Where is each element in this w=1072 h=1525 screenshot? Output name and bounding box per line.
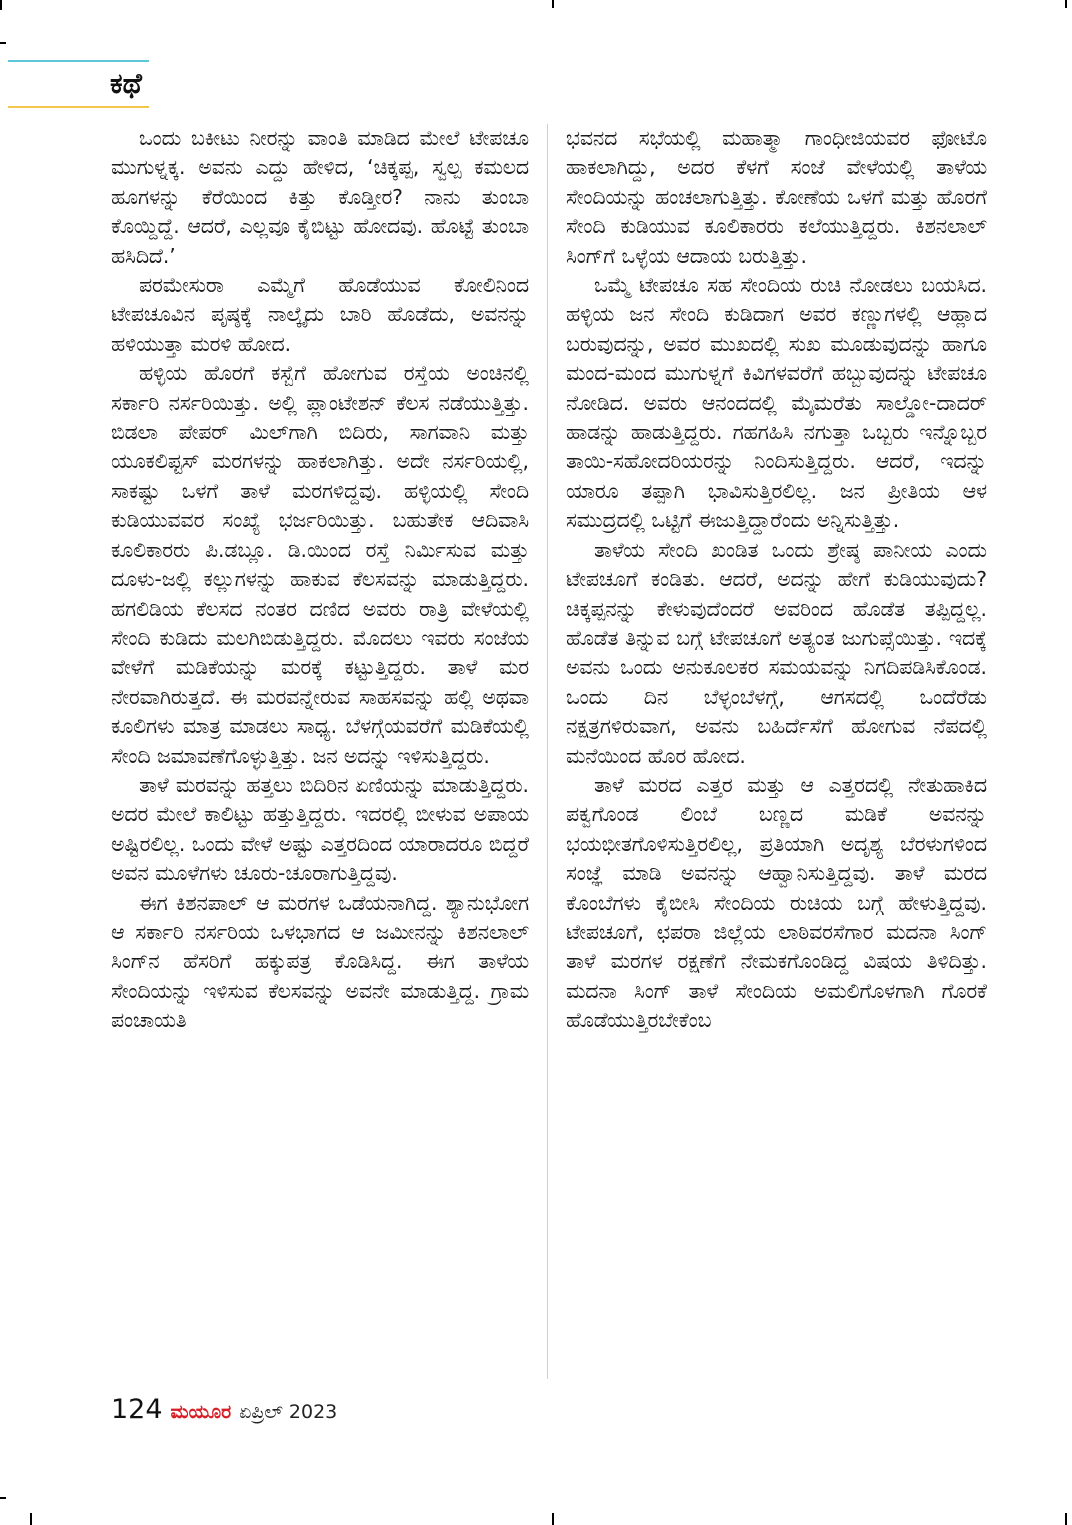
crop-mark xyxy=(0,1497,6,1499)
magazine-logo: ಮಯೂರ xyxy=(170,1401,232,1423)
paragraph-continued: ಭವನದ ಸಭೆಯಲ್ಲಿ ಮಹಾತ್ಮಾ ಗಾಂಧೀಜಿಯವರ ಫೋಟೊ ಹಾಕಲಾಗಿದ್ದು, ಅದರ ಕೆಳಗೆ ಸಂಜೆ ವೇಳೆಯಲ್ಲಿ ತಾಳೆಯ ಸೇಂದಿಯನ್ನು ಹಂಚಲಾಗುತ್ತಿತ್ತು. ಕೋಣೆಯ ಒಳಗೆ ಮತ್ತು ಹೊರಗೆ ಸೇಂದಿ ಕುಡಿಯುವ ಕೂಲಿಕಾರರು ಕಲೆಯುತ್ತಿದ್ದರು. ಕಿಶನಲಾಲ್ ಸಿಂಗ್‌ಗೆ ಒಳ್ಳೆಯ ಆದಾಯ ಬರುತ್ತಿತ್ತು. xyxy=(566,126,987,268)
paragraph: ಒಂದು ಬಕೀಟು ನೀರನ್ನು ವಾಂತಿ ಮಾಡಿದ ಮೇಲೆ ಟೇಪಚೂ ಮುಗುಳ್ನಕ್ಕ. ಅವನು ಎದ್ದು ಹೇಳಿದ, ‘ಚಿಕ್ಕಪ್ಪ, ಸ್ವಲ್ಪ ಕಮಲದ ಹೂಗಳನ್ನು ಕೆರೆಯಿಂದ ಕಿತ್ತು ಕೊಡ್ತೀರ? ನಾನು ತುಂಬಾ ಕೊಯ್ದಿದ್ದೆ. ಆದರೆ, ಎಲ್ಲವೂ ಕೈಬಿಟ್ಟು ಹೋದವು. ಹೊಟ್ಟೆ ತುಂಬಾ ಹಸಿದಿದೆ.’ xyxy=(111,126,529,268)
article-column-right xyxy=(566,124,987,1036)
paragraph: ಒಮ್ಮೆ ಟೇಪಚೂ ಸಹ ಸೇಂದಿಯ ರುಚಿ ನೋಡಲು ಬಯಸಿದ. ಹಳ್ಳಿಯ ಜನ ಸೇಂದಿ ಕುಡಿದಾಗ ಅವರ ಕಣ್ಣುಗಳಲ್ಲಿ ಆಹ್ಲಾದ ಬರುವುದನ್ನು, ಅವರ ಮುಖದಲ್ಲಿ ಸುಖ ಮೂಡುವುದನ್ನು ಹಾಗೂ ಮಂದ-ಮಂದ ಮುಗುಳ್ನಗೆ ಕಿವಿಗಳವರೆಗೆ ಹಬ್ಬುವುದನ್ನು ಟೇಪಚೂ ನೋಡಿದ. ಅವರು ಆನಂದದಲ್ಲಿ ಮೈಮರೆತು ಸಾಲ್ಡೋ-ದಾದರ್ ಹಾಡನ್ನು ಹಾಡುತ್ತಿದ್ದರು. ಗಹಗಹಿಸಿ ನಗುತ್ತಾ ಒಬ್ಬರು ಇನ್ನೊಬ್ಬರ ತಾಯಿ-ಸಹೋದರಿಯರನ್ನು ನಿಂದಿಸುತ್ತಿದ್ದರು. ಆದರೆ, ಇದನ್ನು ಯಾರೂ ತಪ್ಪಾಗಿ ಭಾವಿಸುತ್ತಿರಲಿಲ್ಲ. ಜನ ಪ್ರೀತಿಯ ಆಳ ಸಮುದ್ರದಲ್ಲಿ ಒಟ್ಟಿಗೆ ಈಜುತ್ತಿದ್ದಾರೆಂದು ಅನ್ನಿಸುತ್ತಿತ್ತು. xyxy=(566,273,987,533)
paragraph: ಹಳ್ಳಿಯ ಹೊರಗೆ ಕಸ್ಬೆಗೆ ಹೋಗುವ ರಸ್ತೆಯ ಅಂಚಿನಲ್ಲಿ ಸರ್ಕಾರಿ ನರ್ಸರಿಯಿತ್ತು. ಅಲ್ಲಿ ಪ್ಲಾಂಟೇಶನ್ ಕೆಲಸ ನಡೆಯುತ್ತಿತ್ತು. ಬಿಡಲಾ ಪೇಪರ್ ಮಿಲ್‌ಗಾಗಿ ಬಿದಿರು, ಸಾಗವಾನಿ ಮತ್ತು ಯೂಕಲಿಪ್ಟಸ್ ಮರಗಳನ್ನು ಹಾಕಲಾಗಿತ್ತು. ಅದೇ ನರ್ಸರಿಯಲ್ಲಿ, ಸಾಕಷ್ಟು ಒಳಗೆ ತಾಳೆ ಮರಗಳಿದ್ದವು. ಹಳ್ಳಿಯಲ್ಲಿ ಸೇಂದಿ ಕುಡಿಯುವವರ ಸಂಖ್ಯೆ ಭರ್ಜರಿಯಿತ್ತು. ಬಹುತೇಕ ಆದಿವಾಸಿ ಕೂಲಿಕಾರರು ಪಿ.ಡಬ್ಲೂ. ಡಿ.ಯಿಂದ ರಸ್ತೆ ನಿರ್ಮಿಸುವ ಮತ್ತು ದೂಳು-ಜಲ್ಲಿ ಕಲ್ಲುಗಳನ್ನು ಹಾಕುವ ಕೆಲಸವನ್ನು ಮಾಡುತ್ತಿದ್ದರು. ಹಗಲಿಡಿಯ ಕೆಲಸದ ನಂತರ ದಣಿದ ಅವರು ರಾತ್ರಿ ವೇಳೆಯಲ್ಲಿ ಸೇಂದಿ ಕುಡಿದು ಮಲಗಿಬಿಡುತ್ತಿದ್ದರು. ಮೊದಲು ಇವರು ಸಂಜೆಯ ವೇಳೆಗೆ ಮಡಿಕೆಯನ್ನು ಮರಕ್ಕೆ ಕಟ್ಟುತ್ತಿದ್ದರು. ತಾಳೆ ಮರ ನೇರವಾಗಿರುತ್ತದೆ. ಈ ಮರವನ್ನೇರುವ ಸಾಹಸವನ್ನು ಹಲ್ಲಿ ಅಥವಾ ಕೂಲಿಗಳು ಮಾತ್ರ ಮಾಡಲು ಸಾಧ್ಯ. ಬೆಳಗ್ಗೆಯವರೆಗೆ ಮಡಿಕೆಯಲ್ಲಿ ಸೇಂದಿ ಜಮಾವಣೆಗೊಳ್ಳುತ್ತಿತ್ತು. ಜನ ಅದನ್ನು ಇಳಿಸುತ್ತಿದ್ದರು. xyxy=(111,361,529,768)
section-accent-rule-bottom xyxy=(8,106,149,108)
section-title: ಕಥೆ xyxy=(110,67,142,100)
paragraph: ತಾಳೆ ಮರದ ಎತ್ತರ ಮತ್ತು ಆ ಎತ್ತರದಲ್ಲಿ ನೇತುಹಾಕಿದ ಪಕ್ವಗೊಂಡ ಲಿಂಬೆ ಬಣ್ಣದ ಮಡಿಕೆ ಅವನನ್ನು ಭಯಭೀತಗೊಳಿಸುತ್ತಿರಲಿಲ್ಲ, ಪ್ರತಿಯಾಗಿ ಅದೃಶ್ಯ ಬೆರಳುಗಳಿಂದ ಸಂಜ್ಞೆ ಮಾಡಿ ಅವನನ್ನು ಆಹ್ವಾನಿಸುತ್ತಿದ್ದವು. ತಾಳೆ ಮರದ ಕೊಂಬೆಗಳು ಕೈಬೀಸಿ ಸೇಂದಿಯ ರುಚಿಯ ಬಗ್ಗೆ ಹೇಳುತ್ತಿದ್ದವು. ಟೇಪಚೂಗೆ, ಛಪರಾ ಜಿಲ್ಲೆಯ ಲಾಠಿವರಸೆಗಾರ ಮದನಾ ಸಿಂಗ್ ತಾಳೆ ಮರಗಳ ರಕ್ಷಣೆಗೆ ನೇಮಕಗೊಂಡಿದ್ದ ವಿಷಯ ತಿಳಿದಿತ್ತು. ಮದನಾ ಸಿಂಗ್ ತಾಳೆ ಸೇಂದಿಯ ಅಮಲಿಗೊಳಗಾಗಿ ಗೊರಕೆ ಹೊಡೆಯುತ್ತಿರಬೇಕೆಂಬ xyxy=(566,772,987,1033)
section-accent-rule-top xyxy=(8,60,149,62)
paragraph: ಪರಮೇಸುರಾ ಎಮ್ಮೆಗೆ ಹೊಡೆಯುವ ಕೋಲಿನಿಂದ ಟೇಪಚೂವಿನ ಪೃಷ್ಠಕ್ಕೆ ನಾಲ್ಕೈದು ಬಾರಿ ಹೊಡೆದು, ಅವನನ್ನು ಹಳಿಯುತ್ತಾ ಮರಳಿ ಹೋದ. xyxy=(111,273,529,356)
crop-mark xyxy=(0,42,6,44)
crop-mark xyxy=(30,1513,32,1525)
column-divider xyxy=(547,124,548,1379)
crop-mark xyxy=(0,0,2,10)
crop-mark xyxy=(552,1513,554,1525)
crop-mark xyxy=(1065,1513,1067,1525)
page-footer xyxy=(111,1394,337,1430)
issue-date: ಏಪ್ರಿಲ್ 2023 xyxy=(239,1401,338,1423)
paragraph: ತಾಳೆಯ ಸೇಂದಿ ಖಂಡಿತ ಒಂದು ಶ್ರೇಷ್ಠ ಪಾನೀಯ ಎಂದು ಟೇಪಚೂಗೆ ಕಂಡಿತು. ಆದರೆ, ಅದನ್ನು ಹೇಗೆ ಕುಡಿಯುವುದು? ಚಿಕ್ಕಪ್ಪನನ್ನು ಕೇಳುವುದೆಂದರೆ ಅವರಿಂದ ಹೊಡೆತ ತಪ್ಪಿದ್ದಲ್ಲ. ಹೊಡೆತ ತಿನ್ನುವ ಬಗ್ಗೆ ಟೇಪಚೂಗೆ ಅತ್ಯಂತ ಜುಗುಪ್ಸೆಯಿತ್ತು. ಇದಕ್ಕೆ ಅವನು ಒಂದು ಅನುಕೂಲಕರ ಸಮಯವನ್ನು ನಿಗದಿಪಡಿಸಿಕೊಂಡ. ಒಂದು ದಿನ ಬೆಳ್ಳಂಬೆಳಗ್ಗೆ, ಆಗಸದಲ್ಲಿ ಒಂದೆರೆಡು ನಕ್ಷತ್ರಗಳಿರುವಾಗ, ಅವನು ಬಹಿರ್ದೆಸೆಗೆ ಹೋಗುವ ನೆಪದಲ್ಲಿ ಮನೆಯಿಂದ ಹೊರ ಹೋದ. xyxy=(566,537,987,768)
article-column-left xyxy=(111,124,529,1036)
paragraph: ಈಗ ಕಿಶನಪಾಲ್ ಆ ಮರಗಳ ಒಡೆಯನಾಗಿದ್ದ. ಶ್ಯಾನುಭೋಗ ಆ ಸರ್ಕಾರಿ ನರ್ಸರಿಯ ಒಳಭಾಗದ ಆ ಜಮೀನನ್ನು ಕಿಶನಲಾಲ್ ಸಿಂಗ್‌ನ ಹೆಸರಿಗೆ ಹಕ್ಕುಪತ್ರ ಕೊಡಿಸಿದ್ದ. ಈಗ ತಾಳೆಯ ಸೇಂದಿಯನ್ನು ಇಳಿಸುವ ಕೆಲಸವನ್ನು ಅವನೇ ಮಾಡುತ್ತಿದ್ದ. ಗ್ರಾಮ ಪಂಚಾಯತಿ xyxy=(111,890,529,1033)
page-number: 124 xyxy=(111,1394,163,1425)
crop-mark xyxy=(1065,0,1067,8)
crop-mark xyxy=(552,0,554,8)
paragraph: ತಾಳೆ ಮರವನ್ನು ಹತ್ತಲು ಬಿದಿರಿನ ಏಣಿಯನ್ನು ಮಾಡುತ್ತಿದ್ದರು. ಅದರ ಮೇಲೆ ಕಾಲಿಟ್ಟು ಹತ್ತುತ್ತಿದ್ದರು. ಇದರಲ್ಲಿ ಬೀಳುವ ಅಪಾಯ ಅಷ್ಟಿರಲಿಲ್ಲ. ಒಂದು ವೇಳೆ ಅಷ್ಟು ಎತ್ತರದಿಂದ ಯಾರಾದರೂ ಬಿದ್ದರೆ ಅವನ ಮೂಳೆಗಳು ಚೂರು-ಚೂರಾಗುತ್ತಿದ್ದವು. xyxy=(111,772,529,886)
